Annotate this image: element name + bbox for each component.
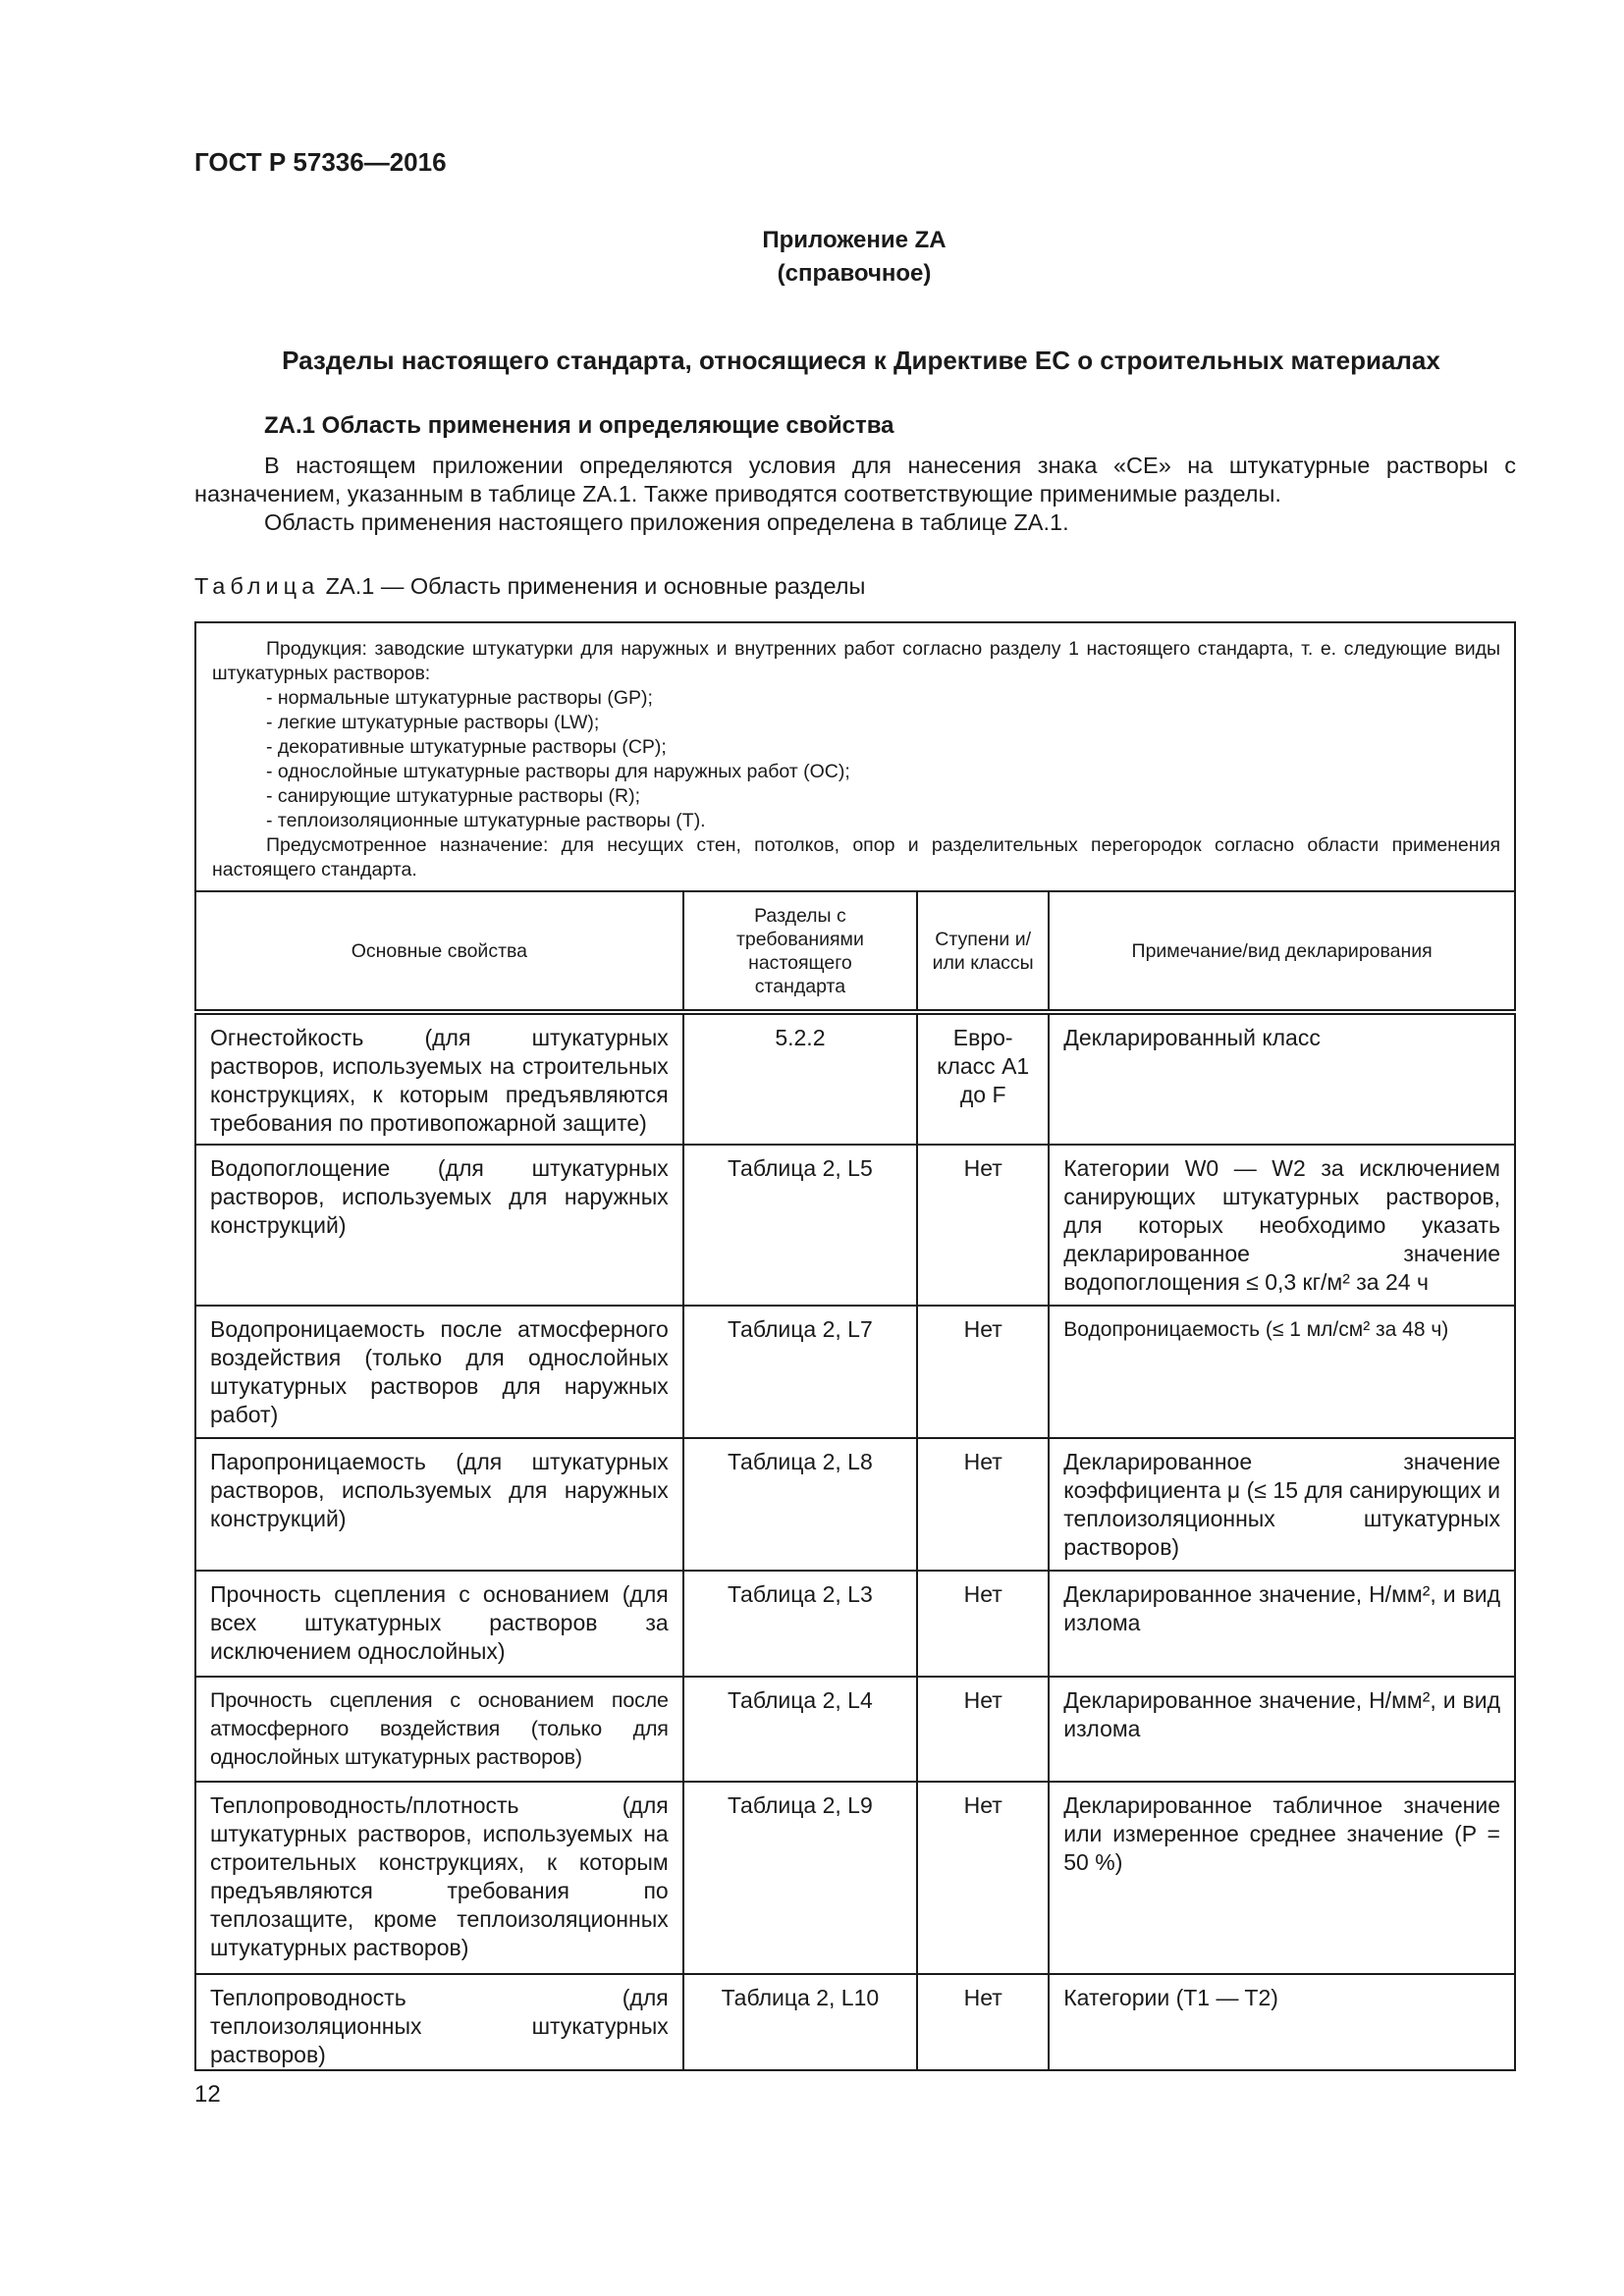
scope-item: - декоративные штукатурные растворы (CP); xyxy=(266,736,667,758)
scope-text xyxy=(196,623,1514,882)
cell-note: Категории W0 — W2 за исключением санирующих штукатурных растворов, для которых необходимо указать декларированное значение водопоглощения ≤ 0,3 кг/м² за 24 ч xyxy=(1063,1155,1500,1295)
appendix-subtitle: (справочное) xyxy=(777,260,932,287)
section-title: Разделы настоящего стандарта, относящиеся к Директиве ЕС о строительных материалах xyxy=(282,346,1440,375)
cell-class: Нет xyxy=(963,1687,1002,1713)
table-row xyxy=(195,1438,1515,1571)
cell-note: Декларированное значение, Н/мм², и вид излома xyxy=(1063,1687,1500,1741)
cell-class: Нет xyxy=(963,1985,1002,2010)
cell-section: Таблица 2, L4 xyxy=(728,1687,873,1713)
cell-property: Водопоглощение (для штукатурных растворов, используемых для наружных конструкций) xyxy=(210,1155,669,1238)
intro-text xyxy=(194,452,1516,537)
table-caption-text: ZA.1 — Область применения и основные разделы xyxy=(319,573,866,599)
document-code: ГОСТ Р 57336—2016 xyxy=(194,147,447,177)
cell-note: Декларированное значение коэффициента μ (≤ 15 для санирующих и теплоизоляционных штукатурных растворов) xyxy=(1063,1449,1500,1560)
scope-item: - нормальные штукатурные растворы (GP); xyxy=(266,687,653,709)
scope-item: - санирующие штукатурные растворы (R); xyxy=(266,785,640,807)
cell-class: Нет xyxy=(963,1449,1002,1474)
cell-note: Декларированный класс xyxy=(1063,1025,1321,1050)
scope-item: - теплоизоляционные штукатурные растворы (T). xyxy=(266,810,706,831)
subsection-title: ZA.1 Область применения и определяющие свойства xyxy=(264,412,894,439)
table-row xyxy=(195,1782,1515,1974)
header-sections: Разделы с требованиями настоящего стандарта xyxy=(683,891,917,1012)
table-caption-label: Таблица xyxy=(194,573,320,599)
table-row xyxy=(195,1571,1515,1677)
appendix-heading xyxy=(0,224,1624,291)
appendix-title: Приложение ZA xyxy=(762,227,947,253)
cell-class: Нет xyxy=(963,1792,1002,1818)
cell-property: Паропроницаемость (для штукатурных растворов, используемых для наружных конструкций) xyxy=(210,1449,669,1531)
header-classes: Ступени и/или классы xyxy=(917,891,1049,1012)
paragraph: Область применения настоящего приложения определена в таблице ZA.1. xyxy=(264,509,1069,535)
cell-property: Огнестойкость (для штукатурных растворов, используемых на строительных конструкциях, к которым предъявляются требования по противопожарной защите) xyxy=(210,1025,669,1136)
scope-purpose: Предусмотренное назначение: для несущих стен, потолков, опор и разделительных перегородок согласно области применения настоящего стандарта. xyxy=(212,834,1500,881)
scope-item: - однослойные штукатурные растворы для наружных работ (OC); xyxy=(266,761,850,782)
scope-product: Продукция: заводские штукатурки для наружных и внутренних работ согласно разделу 1 настоящего стандарта, т. е. следующие виды штукатурных растворов: xyxy=(212,638,1500,684)
cell-section: Таблица 2, L9 xyxy=(728,1792,873,1818)
cell-section: Таблица 2, L10 xyxy=(721,1985,880,2010)
table-row xyxy=(195,1306,1515,1438)
cell-note: Водопроницаемость (≤ 1 мл/см² за 48 ч) xyxy=(1063,1318,1449,1341)
cell-class: Нет xyxy=(963,1581,1002,1607)
table-row xyxy=(195,1677,1515,1782)
cell-section: 5.2.2 xyxy=(775,1025,826,1050)
cell-class: Нет xyxy=(963,1155,1002,1181)
cell-section: Таблица 2, L7 xyxy=(728,1316,873,1342)
header-note: Примечание/вид декларирования xyxy=(1049,891,1515,1012)
cell-class: Нет xyxy=(963,1316,1002,1342)
table-caption xyxy=(194,573,865,600)
page-number: 12 xyxy=(194,2081,221,2108)
cell-property: Прочность сцепления с основанием после атмосферного воздействия (только для однослойных штукатурных растворов) xyxy=(210,1688,669,1769)
cell-section: Таблица 2, L8 xyxy=(728,1449,873,1474)
cell-note: Декларированное табличное значение или измеренное среднее значение (P = 50 %) xyxy=(1063,1792,1500,1875)
cell-note: Категории (T1 — T2) xyxy=(1063,1985,1278,2010)
cell-class: Евро-класс A1 до F xyxy=(937,1025,1030,1107)
cell-property: Теплопроводность (для теплоизоляционных штукатурных растворов) xyxy=(210,1985,669,2067)
table-row xyxy=(195,1974,1515,2070)
header-properties: Основные свойства xyxy=(195,891,683,1012)
cell-section: Таблица 2, L3 xyxy=(728,1581,873,1607)
cell-section: Таблица 2, L5 xyxy=(728,1155,873,1181)
cell-property: Водопроницаемость после атмосферного воздействия (только для однослойных штукатурных растворов для наружных работ) xyxy=(210,1316,669,1427)
cell-note: Декларированное значение, Н/мм², и вид излома xyxy=(1063,1581,1500,1635)
table-row xyxy=(195,1012,1515,1145)
cell-property: Прочность сцепления с основанием (для всех штукатурных растворов за исключением однослойных) xyxy=(210,1581,669,1664)
properties-table xyxy=(194,890,1516,2071)
table-row xyxy=(195,1145,1515,1306)
cell-property: Теплопроводность/плотность (для штукатурных растворов, используемых на строительных конструкциях, к которым предъявляются требования по теплозащите, кроме теплоизоляционных штукатурных растворов) xyxy=(210,1792,669,1960)
paragraph: В настоящем приложении определяются условия для нанесения знака «CE» на штукатурные растворы с назначением, указанным в таблице ZA.1. Также приводятся соответствующие применимые разделы. xyxy=(194,453,1516,507)
table-header-row xyxy=(195,891,1515,1012)
scope-item: - легкие штукатурные растворы (LW); xyxy=(266,712,600,733)
scope-box xyxy=(194,621,1516,890)
